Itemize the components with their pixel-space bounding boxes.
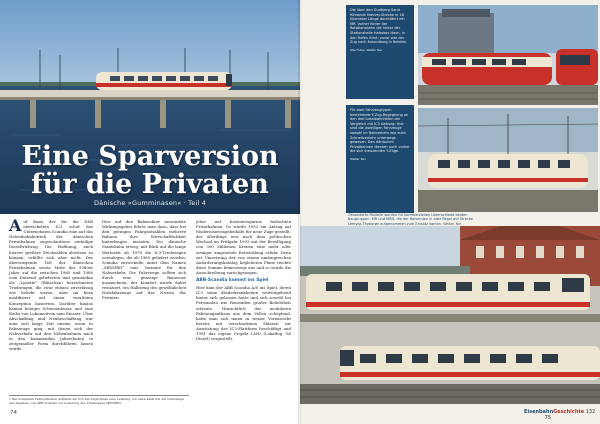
photo-cream-trains [418, 108, 598, 212]
article-title-line1: Eine Sparversion [21, 141, 279, 172]
caption-2-credit: Walter Nel [350, 156, 366, 161]
caption-3-text: Gesonderte Modelle werden für kommerziellen Unterschiede beiden Baugruppen: MR und MRD, die der Reisenden in aller Regel auf Strecke Lemvig–Thyborøn aufgenommen zum Einsatz kamen. [348, 213, 473, 226]
col3-text-b: Hier kam der ABB Scandia A/S ins Spiel, deren IC3 seine Kinderkrankheiten weitestgehend hinter sich gelassen hatte und sich sowohl bei Personalen wie Reisenden großer Beliebtheit erfreute. Hinsichtlich des modularen Fahrzeugaufbaus aus dem Vollen schöpfend, hatte man sich innen in weiser Voraussicht bereits mit verschiedenen Skizzen zur Ausrüstung des IC3-Plattform beschäftigt und 1991 das eigene Projekt LMD (Lokaltog '96 Diesel) vorgestellt. [196, 285, 291, 342]
text-column-1 [9, 216, 93, 352]
hero-photo [0, 0, 300, 214]
magazine-name-a: Eisenbahn [524, 409, 554, 415]
caption-3-credit: Walter Nel [443, 221, 462, 226]
col2-text: Dies auf den Bahnsektor anwendete Wirkungsgebot führte man dazu, dass bei den geringen Fahrgastzahlen mehrere Bahnen ihre Wirtschaftlichkeit hinterfragen mussten. Die dänische Staatsbahn erwog, mit Blick auf die lange Wartezeit ab 1978 die IC3-Triebwagen vorzulegen, die ab 1989 geliefert wurden. Scandia entwickelte unter dem Namen „MR/MRD“ eine Variante für den Nahverkehr. Die Fahrzeuge sollten sich durch eine günstige Bauweise auszeichnen; der Komfort wurde dabei reduziert, ein Halbzeug des gewöhnlichen Nutzfahrzeugs auf das Niveau der Privaten. [102, 219, 186, 301]
article-subtitle: Dänische »Gumminasen« · Teil 4 [93, 199, 207, 207]
issue-number: 132 [585, 409, 596, 415]
text-column-2 [102, 219, 186, 301]
page-number-right: 75 [544, 415, 552, 421]
right-page [300, 0, 600, 424]
caption-1-credit: Alle Fotos: Walter Nel [350, 47, 383, 52]
caption-box-2 [346, 105, 414, 213]
drop-cap: A [9, 216, 22, 235]
magazine-name-b: Geschichte [553, 409, 585, 415]
caption-box-1 [346, 5, 414, 99]
caption-3 [348, 213, 488, 226]
section-subhead: ABB-Scandia kommt ins Spiel [196, 278, 269, 284]
spine-gutter [298, 0, 302, 424]
caption-2-text: Für zwei Fahrzeugtypen bestehende Y-Zug-Begegnung an den drei Lokalbahnhöfen der Vergleich mit IC3 Aalborg: Hier sind die jeweiligen Fahrzeuge sowohl im Nahverkehr wie auch Schnellverkehr unterwegs gewesen. Den dänischen Privatbahnen dienten auch vorher die sich kreuzenden Y-Züge. [350, 108, 410, 154]
footnote: 1 Bei normalem Fahrverhalten entfaltet ein IC3 am Zugschluss eine Leistung von etwa 4400 kW auf Grundlage der Angaben von ABB Scandia zur Lieferung der Triebwagen MR/MRD. [9, 395, 189, 405]
magazine-name [524, 409, 584, 415]
page-number-left: 74 [10, 410, 17, 416]
photo-station-trains [300, 226, 600, 404]
col3-text: jeher auf Kostenersparnis bedachten Privatbahnen. So wurde 1992 ein Antrag auf Modernisierungsbeihilfe für neue Züge gestellt, der allerdings erst nach dem politischen Wechsel im Frühjahr 1993 mit der Bewilligung von 300 Millionen Kronen eine mehr oder weniger umgesetzte Entwicklung erfuhr. Denn zur Umsetzung der von einem umfangreichen Anforderungskatalog begleiteten Pläne reichte diese Summe keineswegs aus und so wurde die Ausschreibung zurückgezogen. [196, 219, 291, 275]
text-column-3 [196, 219, 291, 341]
caption-1-text: Die über den Gudbjerg Sand führende Hærvej-Strecke in 18 Kilometer Länge durchfährt ein MR. Vorher hinter der Rotationsbahn die hinter der Stationshalle Halsskov Havn, in den Hafen führt; zuvor war der Zug nach Kalundborg in Betrieb. [350, 8, 407, 45]
page-footer-right [524, 409, 600, 421]
col1-text: uf Basis der für die DSB entwickelten IC3 schuf das Unternehmen Scandia eine auf das Nebenbahnbetrieb der dänischen Privatbahnen zugeschnittene einteilige Dieseltriebzug. Die Hoffnung, auch hierver größere Stückzahlen absetzen zu können, erfüllte sich aber nicht. Der überwiegende Teil der dänischen Privatbahnen setzte Mitte der 1980er Jahre auf die zwischen 1965 und 1988 vom Dutzend gelieferten und gemeinhin als „Lynette“ (Blitzchen) bezeichneten Triebwagen, die zwar ebenso zuverlässig wie beliebt waren, aber im Kern modifiziert auf einen veralteten Konzeption basierten. Darüber hinaus kamen betagte Schienenbusse und eine Reihe von Lokomotiven zum Einsatz. Über Abschaffung und Neubeschaffung war man sich lange Zeit uneins, wenn es Fahrzeuge ging, mit denen sich der Nahverkehr auf den Nebenbahnen nach in den kommenden Jahrzehnten in zeitgemäßer Form durchführen lassen würde. [9, 219, 93, 352]
article-title-line2: für die Privaten [31, 169, 269, 200]
photo-red-trains [418, 5, 598, 105]
article-title [0, 143, 300, 199]
